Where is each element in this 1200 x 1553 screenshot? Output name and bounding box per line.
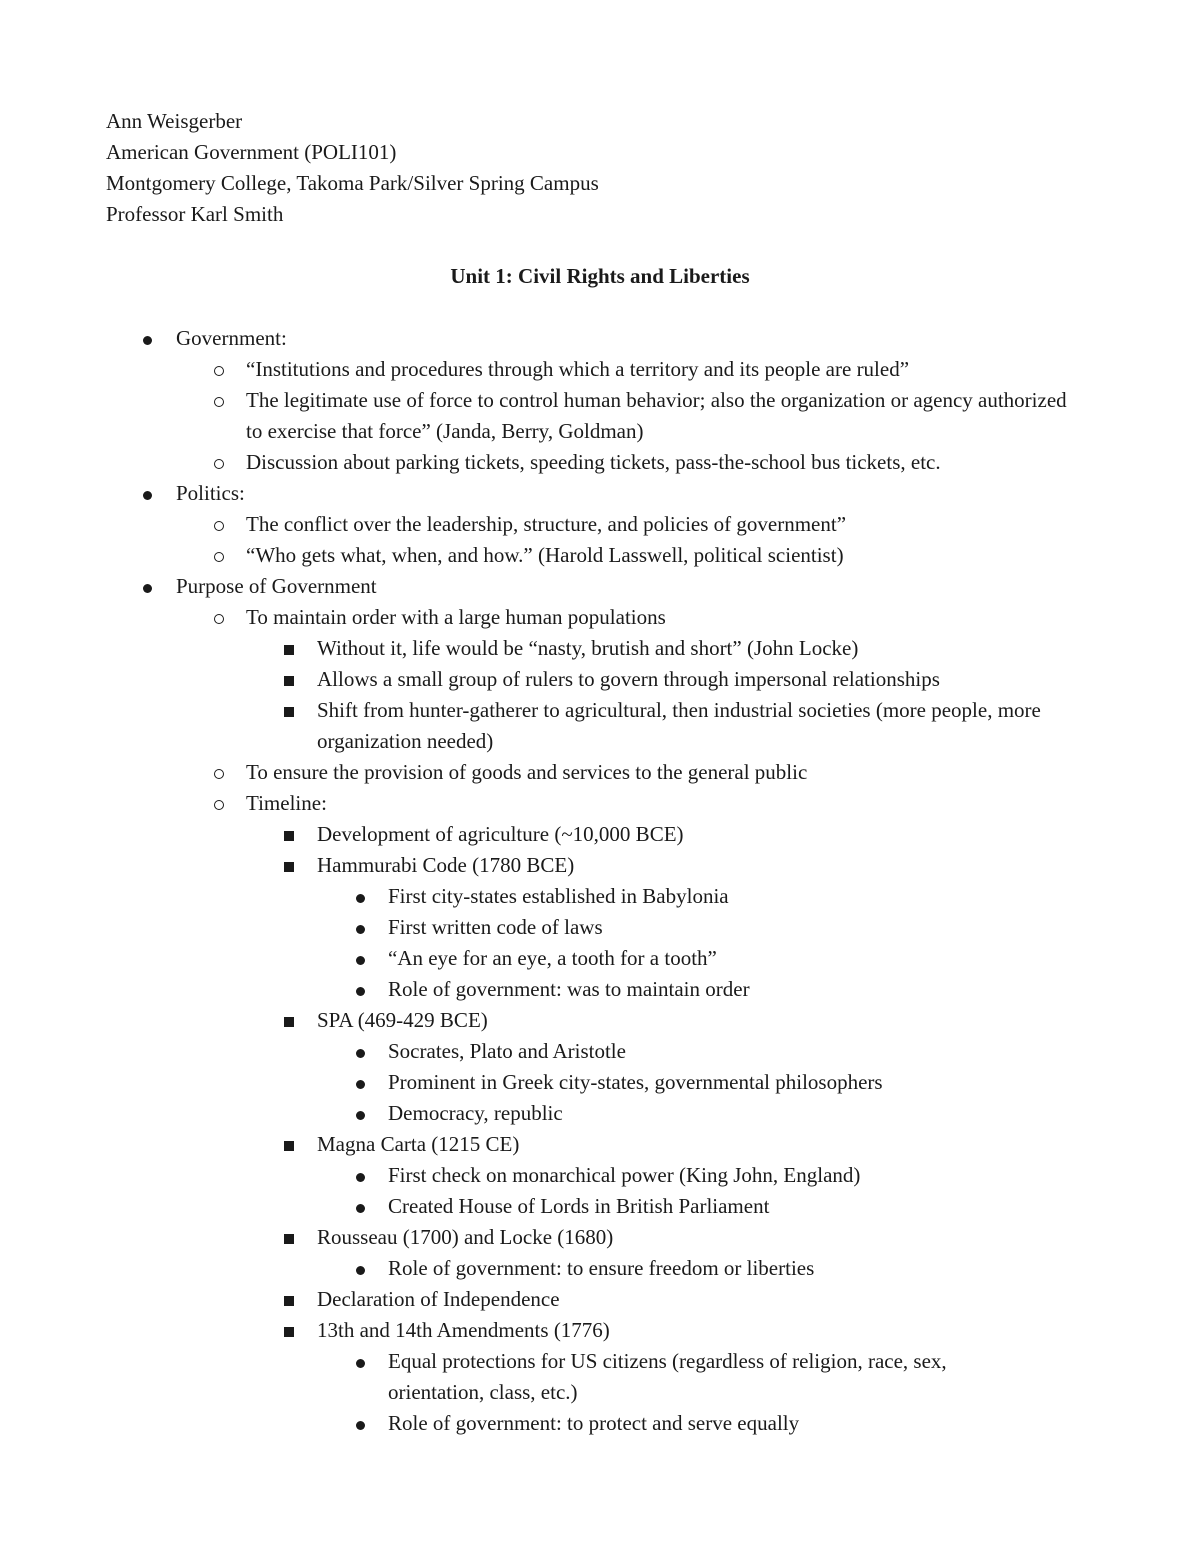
outline-item-level-4 [0,974,1200,1005]
author-name: Ann Weisgerber [106,109,243,133]
outline-item-text: Shift from hunter-gatherer to agricultural, then industrial societies (more people, more organization needed) [317,698,1041,753]
outline-item-text: Hammurabi Code (1780 BCE) [317,853,575,877]
notes-outline [0,323,1200,1439]
outline-item-level-2 [0,385,1200,447]
bullet-square-icon [284,1017,294,1027]
outline-item-level-3 [0,664,1200,695]
outline-item-text: To maintain order with a large human populations [246,605,666,629]
bullet-square-icon [284,1296,294,1306]
outline-item-level-4 [0,943,1200,974]
course-name: American Government (POLI101) [106,140,397,164]
bullet-square-icon [284,676,294,686]
bullet-dot-icon [356,1266,365,1275]
outline-item-text: “Who gets what, when, and how.” (Harold Lasswell, political scientist) [246,543,844,567]
outline-item-text: First written code of laws [388,915,603,939]
bullet-circle-icon [214,769,224,779]
outline-item-text: Declaration of Independence [317,1287,560,1311]
outline-item-text: SPA (469-429 BCE) [317,1008,488,1032]
outline-item-text: “Institutions and procedures through which a territory and its people are ruled” [246,357,910,381]
outline-item-level-4 [0,881,1200,912]
outline-item-level-3 [0,1315,1200,1346]
bullet-dot-icon [356,956,365,965]
bullet-dot-icon [356,1359,365,1368]
bullet-square-icon [284,707,294,717]
outline-item-level-3 [0,1222,1200,1253]
bullet-dot-icon [356,1421,365,1430]
outline-item-level-4 [0,1098,1200,1129]
document-header [106,106,599,230]
bullet-square-icon [284,1141,294,1151]
outline-item-level-2 [0,509,1200,540]
outline-item-text: First check on monarchical power (King John, England) [388,1163,861,1187]
outline-item-text: Discussion about parking tickets, speeding tickets, pass-the-school bus tickets, etc. [246,450,941,474]
outline-item-text: Role of government: to ensure freedom or liberties [388,1256,815,1280]
outline-item-text: Development of agriculture (~10,000 BCE) [317,822,684,846]
bullet-dot-icon [356,1173,365,1182]
outline-item-level-1 [0,478,1200,509]
bullet-dot-icon [143,336,152,345]
outline-item-text: Equal protections for US citizens (regardless of religion, race, sex, orientation, class, etc.) [388,1349,947,1404]
bullet-dot-icon [143,491,152,500]
outline-item-level-2 [0,788,1200,819]
outline-item-level-2 [0,757,1200,788]
outline-item-text: Created House of Lords in British Parliament [388,1194,770,1218]
outline-item-level-1 [0,571,1200,602]
outline-item-level-3 [0,850,1200,881]
outline-item-text: Purpose of Government [176,574,377,598]
outline-item-level-4 [0,1036,1200,1067]
bullet-dot-icon [356,894,365,903]
outline-item-text: Socrates, Plato and Aristotle [388,1039,626,1063]
bullet-square-icon [284,862,294,872]
bullet-circle-icon [214,552,224,562]
bullet-circle-icon [214,459,224,469]
bullet-circle-icon [214,521,224,531]
outline-item-text: Allows a small group of rulers to govern through impersonal relationships [317,667,940,691]
bullet-square-icon [284,1327,294,1337]
outline-item-level-2 [0,602,1200,633]
outline-item-text: Timeline: [246,791,327,815]
bullet-dot-icon [356,987,365,996]
outline-item-level-4 [0,1346,1200,1408]
outline-item-level-4 [0,1067,1200,1098]
outline-item-level-1 [0,323,1200,354]
bullet-dot-icon [356,1080,365,1089]
outline-item-text: Government: [176,326,287,350]
bullet-square-icon [284,1234,294,1244]
bullet-square-icon [284,831,294,841]
outline-item-level-4 [0,1160,1200,1191]
outline-item-level-3 [0,1005,1200,1036]
outline-item-level-4 [0,912,1200,943]
outline-item-level-4 [0,1191,1200,1222]
outline-item-level-3 [0,1129,1200,1160]
bullet-circle-icon [214,614,224,624]
bullet-dot-icon [356,1049,365,1058]
outline-item-text: Role of government: was to maintain order [388,977,750,1001]
bullet-circle-icon [214,397,224,407]
outline-item-text: Without it, life would be “nasty, brutish and short” (John Locke) [317,636,859,660]
outline-item-text: 13th and 14th Amendments (1776) [317,1318,610,1342]
campus-name: Montgomery College, Takoma Park/Silver Spring Campus [106,171,599,195]
bullet-square-icon [284,645,294,655]
outline-item-level-4 [0,1253,1200,1284]
outline-item-text: Politics: [176,481,245,505]
bullet-dot-icon [356,1111,365,1120]
outline-item-text: Democracy, republic [388,1101,563,1125]
outline-item-level-3 [0,819,1200,850]
bullet-dot-icon [356,925,365,934]
outline-item-text: Prominent in Greek city-states, governmental philosophers [388,1070,883,1094]
outline-item-level-2 [0,447,1200,478]
bullet-dot-icon [143,584,152,593]
outline-item-text: Role of government: to protect and serve equally [388,1411,800,1435]
outline-item-text: To ensure the provision of goods and services to the general public [246,760,808,784]
outline-item-level-3 [0,1284,1200,1315]
professor-name: Professor Karl Smith [106,202,284,226]
outline-item-text: The conflict over the leadership, structure, and policies of government” [246,512,847,536]
outline-item-level-3 [0,633,1200,664]
document-title: Unit 1: Civil Rights and Liberties [450,264,750,288]
outline-item-level-2 [0,354,1200,385]
bullet-circle-icon [214,366,224,376]
outline-item-text: Rousseau (1700) and Locke (1680) [317,1225,614,1249]
outline-item-level-4 [0,1408,1200,1439]
outline-item-text: First city-states established in Babylonia [388,884,729,908]
outline-item-level-2 [0,540,1200,571]
outline-item-level-3 [0,695,1200,757]
outline-item-text: Magna Carta (1215 CE) [317,1132,520,1156]
outline-item-text: The legitimate use of force to control human behavior; also the organization or agency authorized to exercise that force” (Janda, Berry, Goldman) [246,388,1067,443]
outline-item-text: “An eye for an eye, a tooth for a tooth” [388,946,717,970]
bullet-circle-icon [214,800,224,810]
bullet-dot-icon [356,1204,365,1213]
